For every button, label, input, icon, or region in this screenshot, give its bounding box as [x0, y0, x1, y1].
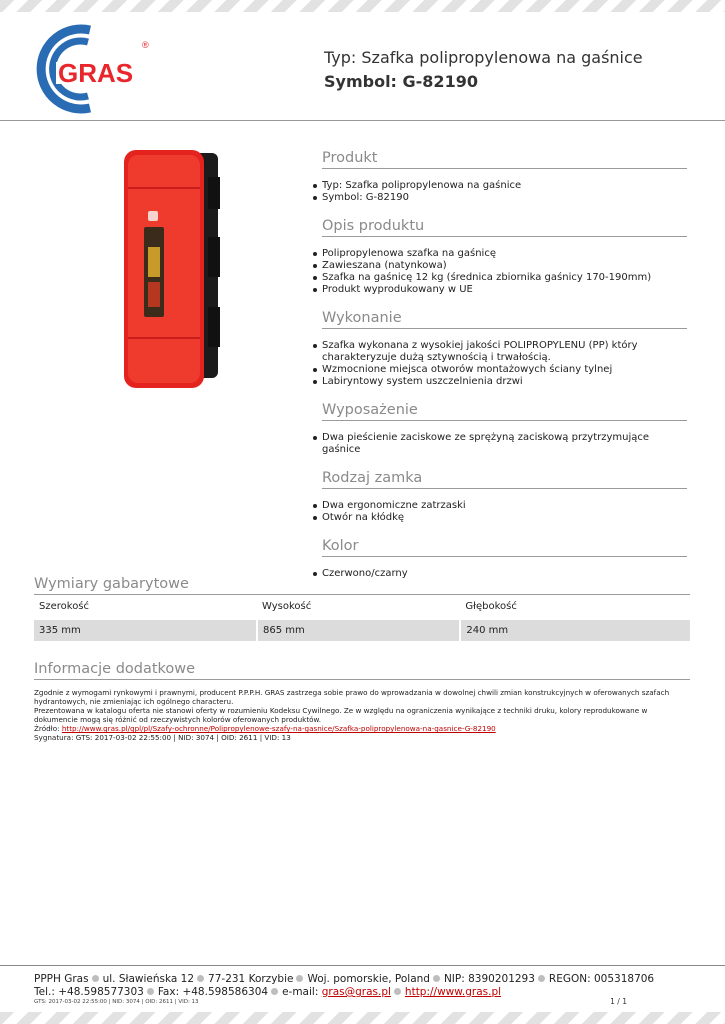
- section-title: Wyposażenie: [322, 402, 687, 421]
- section-title: Kolor: [322, 538, 687, 557]
- bullet-dot-icon: [147, 988, 154, 995]
- list-item: Szafka na gaśnicę 12 kg (średnica zbiornika gaśnicy 170-190mm): [322, 272, 687, 284]
- header-symbol: Symbol: G-82190: [324, 72, 478, 91]
- footer-email-link[interactable]: gras@gras.pl: [321, 986, 391, 998]
- bullet-dot-icon: [394, 988, 401, 995]
- header-type: Typ: Szafka polipropylenowa na gaśnice: [324, 48, 643, 67]
- table-cell: 335 mm: [34, 619, 257, 641]
- registered-mark: ®: [142, 40, 149, 50]
- bottom-stripe-border: [0, 1012, 725, 1024]
- list-item: Szafka wykonana z wysokiej jakości POLIPROPYLENU (PP) który charakteryzuje dużą sztywnością i trwałością.: [322, 340, 687, 364]
- footer-email-label: e-mail:: [282, 986, 319, 998]
- page-number: 1 / 1: [610, 997, 627, 1006]
- footer-meta: GTS: 2017-03-02 22:55:00 | NID: 3074 | OID: 2611 | VID: 13: [34, 999, 199, 1005]
- footer-contact-row: [34, 986, 694, 999]
- info-paragraph: Prezentowana w katalogu oferta nie stanowi oferty w rozumieniu Kodeksu Cywilnego. Ze w względu na ograniczenia wynikające z techniki druku, kolory reprodukowane w dokumencie mogą się różnić od rzeczywistych kolorów oferowanych produktów.: [34, 706, 648, 724]
- top-stripe-border: [0, 0, 725, 12]
- dimensions-section: [34, 576, 690, 641]
- bullet-dot-icon: [197, 975, 204, 982]
- source-link[interactable]: http://www.gras.pl/gpl/pl/Szafy-ochronne/Polipropylenowe-szafy-na-gasnice/Szafka-polipropylenowa-na-gasnice-G-82190: [61, 724, 496, 733]
- footer: [34, 973, 694, 1006]
- list-item: Produkt wyprodukowany w UE: [322, 284, 687, 296]
- list-item: Otwór na kłódkę: [322, 512, 687, 524]
- table-cell: 240 mm: [460, 619, 690, 641]
- list-item: Symbol: G-82190: [322, 192, 687, 204]
- list-item: Czerwono/czarny: [322, 568, 687, 580]
- list-item: Zawieszana (natynkowa): [322, 260, 687, 272]
- additional-info-section: [34, 661, 690, 742]
- section-title: Opis produktu: [322, 218, 687, 237]
- list-item: Polipropylenowa szafka na gaśnicę: [322, 248, 687, 260]
- section-title: Produkt: [322, 150, 687, 169]
- section-wykonanie: [322, 310, 687, 388]
- bullet-dot-icon: [92, 975, 99, 982]
- footer-tel: Tel.: +48.598577303: [34, 986, 144, 998]
- section-title: Informacje dodatkowe: [34, 661, 690, 680]
- footer-address-row: [34, 973, 694, 986]
- footer-website-link[interactable]: http://www.gras.pl: [404, 986, 502, 998]
- table-cell: 865 mm: [257, 619, 460, 641]
- footer-regon: REGON: 005318706: [548, 973, 655, 985]
- source-label: Źródło:: [34, 724, 60, 733]
- section-rodzaj-zamka: [322, 470, 687, 524]
- signature-line: Sygnatura: GTS: 2017-03-02 22:55:00 | NID: 3074 | OID: 2611 | VID: 13: [34, 733, 291, 742]
- bullet-dot-icon: [271, 988, 278, 995]
- section-kolor: [322, 538, 687, 580]
- list-item: Dwa pieścienie zaciskowe ze sprężyną zaciskową przytrzymujące gaśnice: [322, 432, 687, 456]
- info-paragraph: Zgodnie z wymogami rynkowymi i prawnymi, producent P.P.P.H. GRAS zastrzega sobie prawo do wprowadzania w dowolnej chwili zmian konstrukcyjnych w oferowanych szafach hydrantowych, nie zmieniając ich ogólnego characteru.: [34, 688, 670, 706]
- section-title: Rodzaj zamka: [322, 470, 687, 489]
- bullet-dot-icon: [296, 975, 303, 982]
- product-details: [322, 150, 687, 594]
- header-divider: [0, 120, 725, 121]
- footer-region: Woj. pomorskie, Poland: [307, 973, 430, 985]
- source-line: [34, 724, 690, 733]
- list-item: Wzmocnione miejsca otworów montażowych ściany tylnej: [322, 364, 687, 376]
- footer-city: 77-231 Korzybie: [208, 973, 294, 985]
- table-header: Szerokość: [34, 595, 257, 619]
- section-opis-produktu: [322, 218, 687, 296]
- section-title: Wykonanie: [322, 310, 687, 329]
- footer-nip: NIP: 8390201293: [443, 973, 535, 985]
- list-item: Dwa ergonomiczne zatrzaski: [322, 500, 687, 512]
- footer-divider: [0, 965, 725, 966]
- bullet-dot-icon: [538, 975, 545, 982]
- footer-fax: Fax: +48.598586304: [157, 986, 269, 998]
- gras-logo: [30, 22, 160, 114]
- section-wyposazenie: [322, 402, 687, 456]
- table-header: Głębokość: [460, 595, 690, 619]
- table-header: Wysokość: [257, 595, 460, 619]
- section-produkt: [322, 150, 687, 204]
- footer-street: ul. Sławieńska 12: [102, 973, 195, 985]
- product-image-cabinet: [120, 147, 220, 392]
- logo-text: GRAS: [58, 58, 134, 88]
- section-title: Wymiary gabarytowe: [34, 576, 690, 595]
- footer-company: PPPH Gras: [34, 973, 89, 985]
- bullet-dot-icon: [433, 975, 440, 982]
- list-item: Typ: Szafka polipropylenowa na gaśnice: [322, 180, 687, 192]
- dimensions-table: [34, 595, 690, 641]
- list-item: Labiryntowy system uszczelnienia drzwi: [322, 376, 687, 388]
- table-row: [34, 619, 690, 641]
